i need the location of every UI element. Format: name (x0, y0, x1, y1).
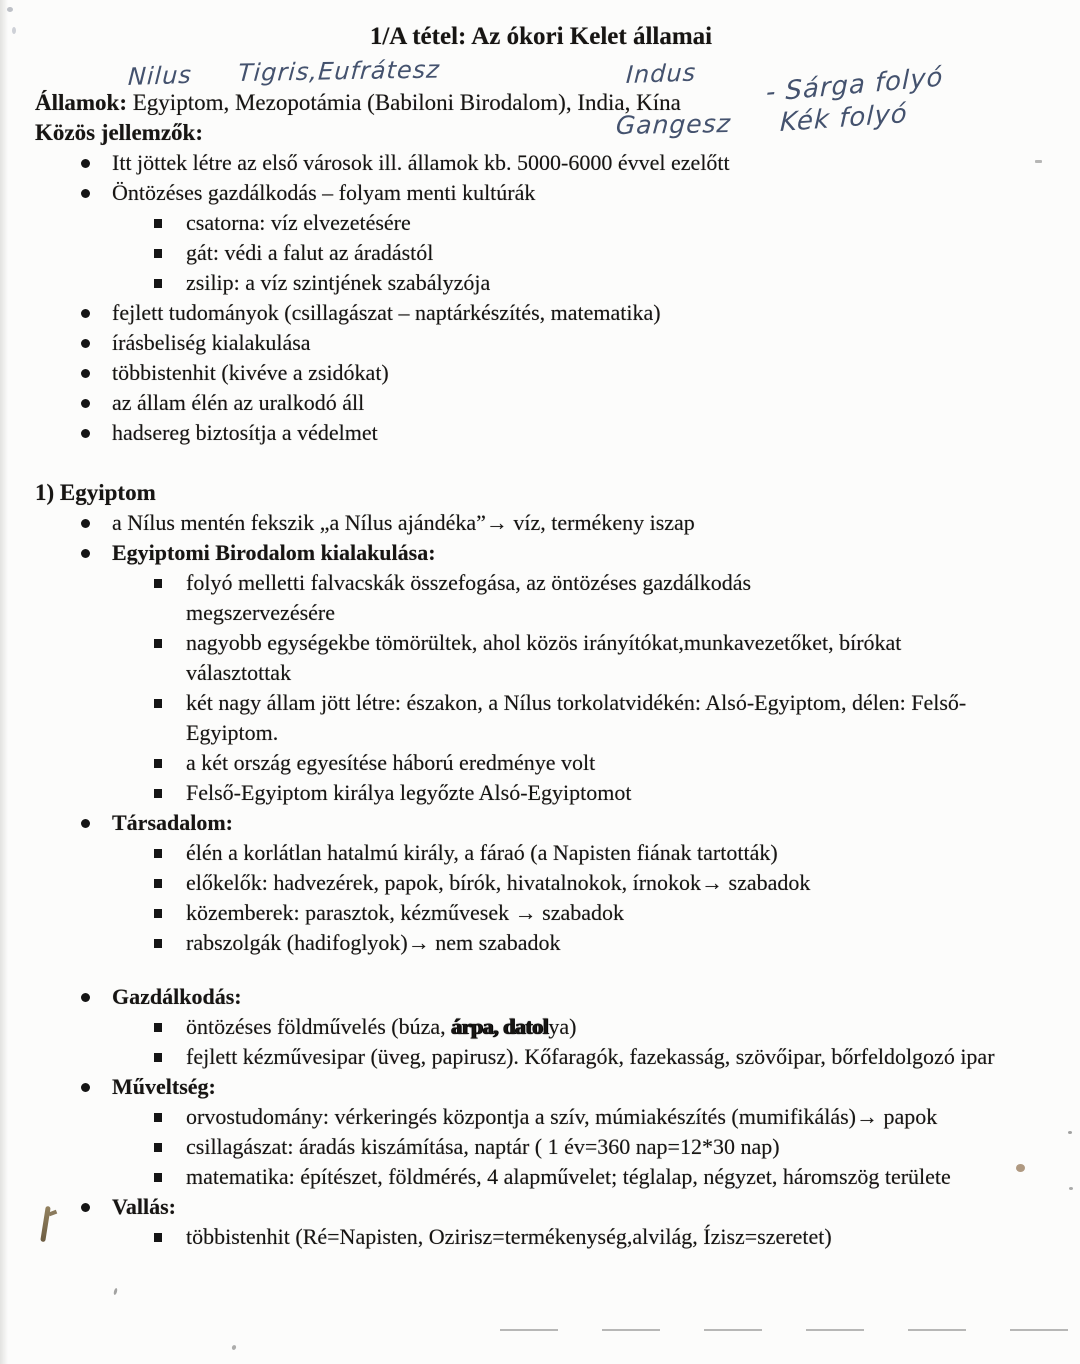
list-item: élén a korlátlan hatalmú király, a fáraó (a Napisten fiának tartották) (35, 838, 1047, 868)
bullet-icon (80, 1072, 112, 1102)
list-item (35, 1012, 1047, 1042)
subsection-heading-vallas: Vallás: (112, 1194, 176, 1219)
list-item: többistenhit (Ré=Napisten, Ozirisz=termékenység,alvilág, Ízisz=szeretet) (35, 1222, 1047, 1252)
bullet-icon (80, 178, 112, 208)
bullet-icon (80, 298, 112, 328)
square-bullet-icon (152, 898, 186, 928)
square-bullet-icon (152, 1012, 186, 1042)
list-item: a Nílus mentén fekszik „a Nílus ajándéka”→ víz, termékeny iszap (35, 508, 1047, 538)
scan-speck (7, 7, 13, 12)
list-item: írásbeliség kialakulása (35, 328, 1047, 358)
list-item: a két ország egyesítése háború eredménye volt (35, 748, 1047, 778)
section-heading-egyiptom: 1) Egyiptom (35, 480, 156, 505)
handwritten-annotation-gangesz: Gangesz (614, 108, 732, 141)
intro-block (35, 88, 1047, 148)
list-item: Itt jöttek létre az első városok ill. államok kb. 5000-6000 évvel ezelőtt (35, 148, 1047, 178)
states-label: Államok: (35, 90, 127, 115)
square-bullet-icon (152, 778, 186, 808)
scan-speck (1069, 1187, 1073, 1190)
bullet-icon (80, 538, 112, 568)
subsection-heading-birodalom: Egyiptomi Birodalom kialakulása: (112, 540, 436, 565)
scan-speck (1035, 160, 1042, 163)
square-bullet-icon (152, 1222, 186, 1252)
list-item: orvostudomány: vérkeringés központja a szív, múmiakészítés (mumifikálás)→ papok (35, 1102, 1047, 1132)
list-item: gát: védi a falut az áradástól (35, 238, 1047, 268)
list-item: fejlett kézművesipar (üveg, papirusz). Kőfaragók, fazekasság, szövőipar, bőrfeldolgozó ipar (35, 1042, 1047, 1072)
list-item (35, 1192, 1047, 1222)
square-bullet-icon (152, 868, 186, 898)
list-item (35, 1072, 1047, 1102)
list-item: csatorna: víz elvezetésére (35, 208, 1047, 238)
square-bullet-icon (152, 1042, 186, 1072)
page-title: 1/A tétel: Az ókori Kelet államai (369, 23, 713, 50)
list-item: zsilip: a víz szintjének szabályzója (35, 268, 1047, 298)
subsection-heading-gazdalkodas: Gazdálkodás: (112, 984, 242, 1009)
bullet-icon (80, 328, 112, 358)
list-item (35, 982, 1047, 1012)
scan-speck (113, 1288, 118, 1296)
bullet-icon (80, 1192, 112, 1222)
states-line (35, 88, 1047, 118)
list-item: folyó melletti falvacskák összefogása, az öntözéses gazdálkodás megszervezésére (35, 568, 1047, 628)
list-item: nagyobb egységekbe tömörültek, ahol közös irányítókat,munkavezetőket, bírókat választottak (35, 628, 1047, 688)
square-bullet-icon (152, 838, 186, 868)
list-item: hadsereg biztosítja a védelmet (35, 418, 1047, 448)
bullet-icon (80, 148, 112, 178)
list-item (35, 538, 1047, 568)
scan-speck (1068, 1131, 1072, 1134)
square-bullet-icon (152, 568, 186, 598)
document-body (35, 22, 1047, 1252)
bullet-icon (80, 388, 112, 418)
subsection-heading-tarsadalom: Társadalom: (112, 810, 233, 835)
square-bullet-icon (152, 1102, 186, 1132)
list-item: csillagászat: áradás kiszámítása, naptár ( 1 év=360 nap=12*30 nap) (35, 1132, 1047, 1162)
scan-speck (12, 27, 16, 34)
list-item: előkelők: hadvezérek, papok, bírók, hivatalnokok, írnokok→ szabadok (35, 868, 1047, 898)
square-bullet-icon (152, 748, 186, 778)
square-bullet-icon (152, 688, 186, 718)
square-bullet-icon (152, 1162, 186, 1192)
handwritten-annotation-nilus: Nilus (127, 60, 193, 92)
list-item: matematika: építészet, földmérés, 4 alapművelet; téglalap, négyzet, háromszög területe (35, 1162, 1047, 1192)
list-item: fejlett tudományok (csillagászat – naptárkészítés, matematika) (35, 298, 1047, 328)
list-item: az állam élén az uralkodó áll (35, 388, 1047, 418)
common-heading: Közös jellemzők: (35, 120, 203, 145)
bullet-icon (80, 418, 112, 448)
square-bullet-icon (152, 208, 186, 238)
list-item: Felső-Egyiptom királya legyőzte Alsó-Egyiptomot (35, 778, 1047, 808)
ink-smudge-text: árpa, datol (451, 1014, 549, 1039)
scan-speck (1016, 1164, 1025, 1172)
square-bullet-icon (152, 268, 186, 298)
square-bullet-icon (152, 628, 186, 658)
bullet-icon (80, 508, 112, 538)
smudged-line: öntözéses földművelés (búza, árpa, datolya) (186, 1014, 577, 1039)
bullet-icon (80, 808, 112, 838)
states-value: Egyiptom, Mezopotámia (Babiloni Birodalom), India, Kína (127, 90, 681, 115)
bullet-icon (80, 982, 112, 1012)
scan-speck (231, 1344, 237, 1350)
list-item: Öntözéses gazdálkodás – folyam menti kultúrák (35, 178, 1047, 208)
square-bullet-icon (152, 238, 186, 268)
handwritten-annotation-sarga-folyo: - Sárga folyó (765, 62, 944, 109)
square-bullet-icon (152, 1132, 186, 1162)
subsection-heading-muveltseg: Műveltség: (112, 1074, 216, 1099)
list-item: többistenhit (kivéve a zsidókat) (35, 358, 1047, 388)
bullet-icon (80, 358, 112, 388)
list-item (35, 808, 1047, 838)
handwritten-annotation-indus: Indus (625, 58, 697, 90)
square-bullet-icon (152, 928, 186, 958)
handwritten-annotation-tigris-eufratesz: Tigris,Eufrátesz (237, 55, 441, 88)
list-item: közemberek: parasztok, kézművesek → szabadok (35, 898, 1047, 928)
list-item: rabszolgák (hadifoglyok)→ nem szabadok (35, 928, 1047, 958)
scan-artifact-line (500, 1329, 1072, 1331)
handwritten-annotation-kek-folyo: Kék folyó (779, 98, 909, 139)
list-item: két nagy állam jött létre: északon, a Nílus torkolatvidékén: Alsó-Egyiptom, délen: Felső-Egyiptom. (35, 688, 1047, 748)
